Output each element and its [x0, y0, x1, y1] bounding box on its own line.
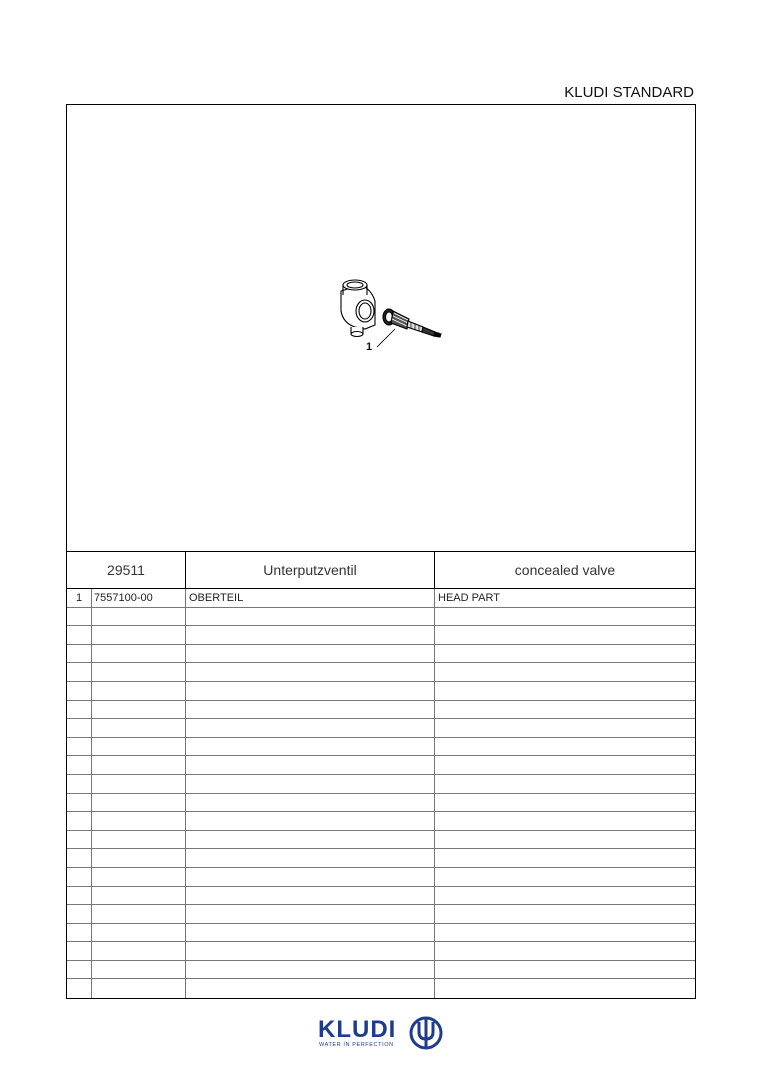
part-name-de: [186, 775, 435, 793]
part-name-de: [186, 887, 435, 905]
part-name-de: [186, 663, 435, 681]
part-position: [67, 738, 92, 756]
part-name-de: [186, 924, 435, 942]
parts-row: [67, 701, 695, 720]
parts-list: [67, 589, 695, 998]
parts-row: [67, 775, 695, 794]
part-name-en: [435, 645, 695, 663]
parts-row: [67, 905, 695, 924]
part-position: [67, 887, 92, 905]
parts-row: [67, 756, 695, 775]
parts-row: [67, 979, 695, 998]
valve-illustration: [331, 271, 491, 351]
part-name-de: [186, 701, 435, 719]
part-name-de: [186, 645, 435, 663]
parts-row: [67, 924, 695, 943]
parts-row: [67, 961, 695, 980]
part-name-en: [435, 868, 695, 886]
parts-row: [67, 682, 695, 701]
part-position: [67, 812, 92, 830]
part-number: [92, 905, 186, 923]
part-name-de: [186, 979, 435, 998]
part-position: [67, 868, 92, 886]
part-position: [67, 849, 92, 867]
part-position: [67, 905, 92, 923]
part-position: 1: [67, 589, 92, 607]
part-name-de: OBERTEIL: [186, 589, 435, 607]
part-name-en: [435, 756, 695, 774]
part-position: [67, 794, 92, 812]
document-title: KLUDI STANDARD: [564, 84, 694, 101]
callout-number: 1: [366, 341, 373, 353]
part-name-de: [186, 756, 435, 774]
part-position: [67, 756, 92, 774]
part-name-en: [435, 738, 695, 756]
part-name-en: [435, 663, 695, 681]
part-position: [67, 719, 92, 737]
part-number: [92, 645, 186, 663]
parts-row: [67, 812, 695, 831]
part-name-en: [435, 831, 695, 849]
part-position: [67, 979, 92, 998]
part-number: [92, 756, 186, 774]
logo-tagline: WATER IN PERFECTION: [319, 1042, 394, 1048]
part-position: [67, 701, 92, 719]
part-position: [67, 608, 92, 626]
water-drop-logo-icon: [408, 1016, 444, 1050]
part-name-de: [186, 626, 435, 644]
parts-row: [67, 868, 695, 887]
part-position: [67, 663, 92, 681]
part-name-en: HEAD PART: [438, 592, 500, 604]
part-name-en: [435, 849, 695, 867]
part-name-en: [435, 905, 695, 923]
part-name-en: [435, 979, 695, 998]
parts-row: [67, 794, 695, 813]
product-header-row: [67, 552, 695, 589]
part-position: [67, 775, 92, 793]
part-name-en: [435, 961, 695, 979]
product-name-en: concealed valve: [514, 562, 616, 578]
product-name-de: Unterputzventil: [186, 552, 435, 588]
parts-row: [67, 626, 695, 645]
part-name-de: [186, 738, 435, 756]
part-name-en: [435, 794, 695, 812]
part-name-en: [435, 924, 695, 942]
part-name-en: [435, 608, 695, 626]
part-position: [67, 682, 92, 700]
part-number: [92, 849, 186, 867]
part-number: [92, 626, 186, 644]
part-number: [92, 663, 186, 681]
parts-row: [67, 738, 695, 757]
part-name-en: [435, 719, 695, 737]
part-name-en: [435, 626, 695, 644]
part-name-de: [186, 682, 435, 700]
part-name-de: [186, 905, 435, 923]
part-number: [92, 701, 186, 719]
exploded-view-drawing: [67, 105, 695, 552]
part-name-de: [186, 719, 435, 737]
part-number: [92, 719, 186, 737]
part-name-en: [435, 701, 695, 719]
parts-sheet-frame: [66, 104, 696, 999]
part-number: [92, 775, 186, 793]
parts-row: [67, 608, 695, 627]
part-position: [67, 831, 92, 849]
part-number: [92, 961, 186, 979]
parts-row: [67, 849, 695, 868]
part-number: [92, 887, 186, 905]
part-name-de: [186, 794, 435, 812]
part-name-en: [435, 682, 695, 700]
kludi-logo: [318, 1016, 448, 1052]
parts-row: [67, 663, 695, 682]
part-name-en: [435, 942, 695, 960]
part-name-de: [186, 961, 435, 979]
part-name-de: [186, 831, 435, 849]
part-position: [67, 924, 92, 942]
part-number: [92, 831, 186, 849]
part-number: [92, 868, 186, 886]
part-name-en: [435, 775, 695, 793]
article-number: 29511: [67, 552, 186, 588]
part-number: [92, 608, 186, 626]
parts-row: [67, 942, 695, 961]
parts-row: [67, 887, 695, 906]
part-name-de: [186, 942, 435, 960]
parts-row: [67, 589, 695, 608]
part-number: [92, 942, 186, 960]
part-number: [92, 812, 186, 830]
part-name-de: [186, 849, 435, 867]
part-name-de: [186, 812, 435, 830]
part-name-de: [186, 608, 435, 626]
part-number: [92, 682, 186, 700]
part-name-en: [435, 812, 695, 830]
part-number: [92, 979, 186, 998]
logo-wordmark: KLUDI: [318, 1016, 397, 1043]
part-number: [92, 924, 186, 942]
part-position: [67, 961, 92, 979]
part-position: [67, 942, 92, 960]
part-number: [92, 794, 186, 812]
part-position: [67, 645, 92, 663]
part-position: [67, 626, 92, 644]
part-number: 7557100-00: [92, 589, 186, 607]
part-number: [92, 738, 186, 756]
parts-row: [67, 645, 695, 664]
parts-row: [67, 831, 695, 850]
part-name-de: [186, 868, 435, 886]
parts-row: [67, 719, 695, 738]
part-name-en: [435, 887, 695, 905]
